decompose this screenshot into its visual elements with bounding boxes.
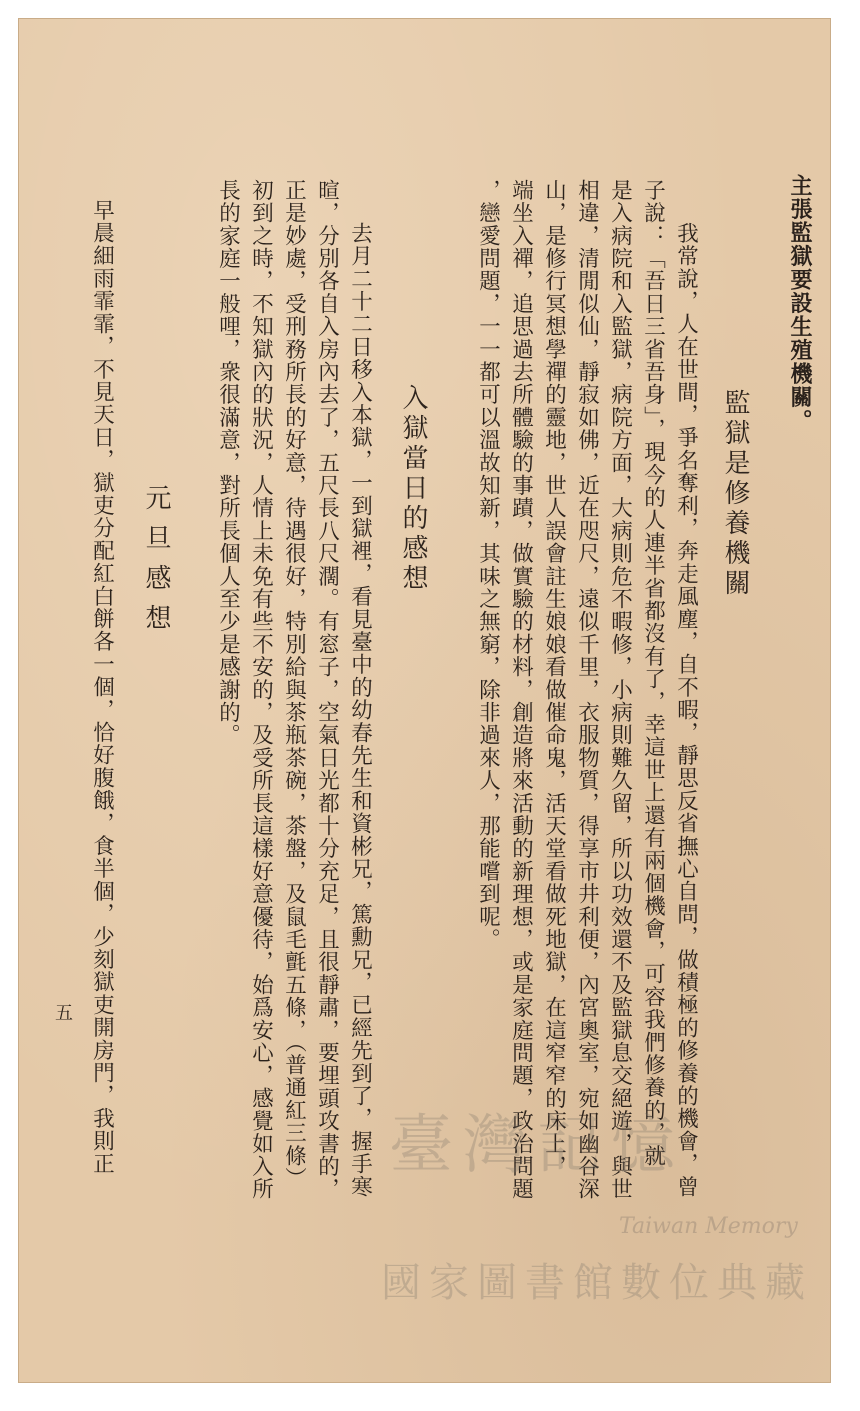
watermark-logo: 臺灣記憶 <box>389 1109 685 1183</box>
text-column: 長的家庭一般哩，衆很滿意，對所長個人至少是感謝的。 <box>215 179 241 747</box>
text-column: 子說：「吾日三省吾身」，現今的人連半省都沒有了，幸這世上還有兩個機會，可容我們修養的，就 <box>640 179 666 1168</box>
text-column: 正是妙處，受刑務所長的好意，待遇很好，特別給與茶瓶茶碗，茶盤，及鼠毛氈五條，（普通紅三條） <box>281 179 307 1190</box>
text-column: 是入病院和入監獄，病院方面，大病則危不暇修，小病則難久留，所以功效還不及監獄息交絕遊，與世 <box>607 179 633 1201</box>
title-line: 主張監獄要設生殖機關。 <box>787 174 813 433</box>
text-column: 山，是修行冥想學禪的靈地，世人誤會註生娘娘看做催命鬼，活天堂看做死地獄，在這窄窄的床上， <box>541 179 567 1178</box>
section-heading-first-day: 入獄當日的感想 <box>398 384 428 594</box>
section-heading-prison-cultivation: 監獄是修養機關 <box>720 389 750 599</box>
text-column: 初到之時，不知獄內的狀況，人情上未免有些不安的，及受所長這樣好意優待，始爲安心，感覺如入所 <box>248 179 274 1201</box>
text-column: 暄，分別各自入房內去了，五尺長八尺濶。有窓子，空氣日光都十分充足，且很靜肅，要埋頭攻書的， <box>314 179 340 1201</box>
text-column: 相違，清閒似仙，靜寂如佛，近在咫尺，遠似千里，衣服物質，得享市井利便，內宮奧室，宛如幽谷深 <box>574 179 600 1201</box>
document-page <box>18 18 831 1383</box>
text-column: ，戀愛問題，一一都可以溫故知新，其味之無窮，除非過來人，那能嚐到呢。 <box>475 179 501 951</box>
text-column: 端坐入禪，追思過去所體驗的事蹟，做實驗的材料，創造將來活動的新理想，或是家庭問題，政治問題 <box>508 179 534 1201</box>
section-heading-new-year: 元旦感想 <box>141 484 171 644</box>
watermark-chinese: 國家圖書館數位典藏 <box>381 1260 813 1306</box>
text-column: 早晨細雨霏霏，不見天日，獄吏分配紅白餅各一個，恰好腹餓，食半個，少刻獄吏開房門，我則正 <box>89 199 115 1176</box>
page-number: 五 <box>55 1003 73 1024</box>
text-column: 去月二十二日移入本獄，一到獄裡，看見臺中的幼春先生和資彬兄，篤勳兄，已經先到了，握手寒 <box>347 222 373 1199</box>
watermark-english: Taiwan Memory <box>619 1214 798 1239</box>
text-column: 我常說，人在世間，爭名奪利，奔走風塵，自不暇，靜思反省撫心自問，做積極的修養的機會，曾 <box>673 222 699 1199</box>
